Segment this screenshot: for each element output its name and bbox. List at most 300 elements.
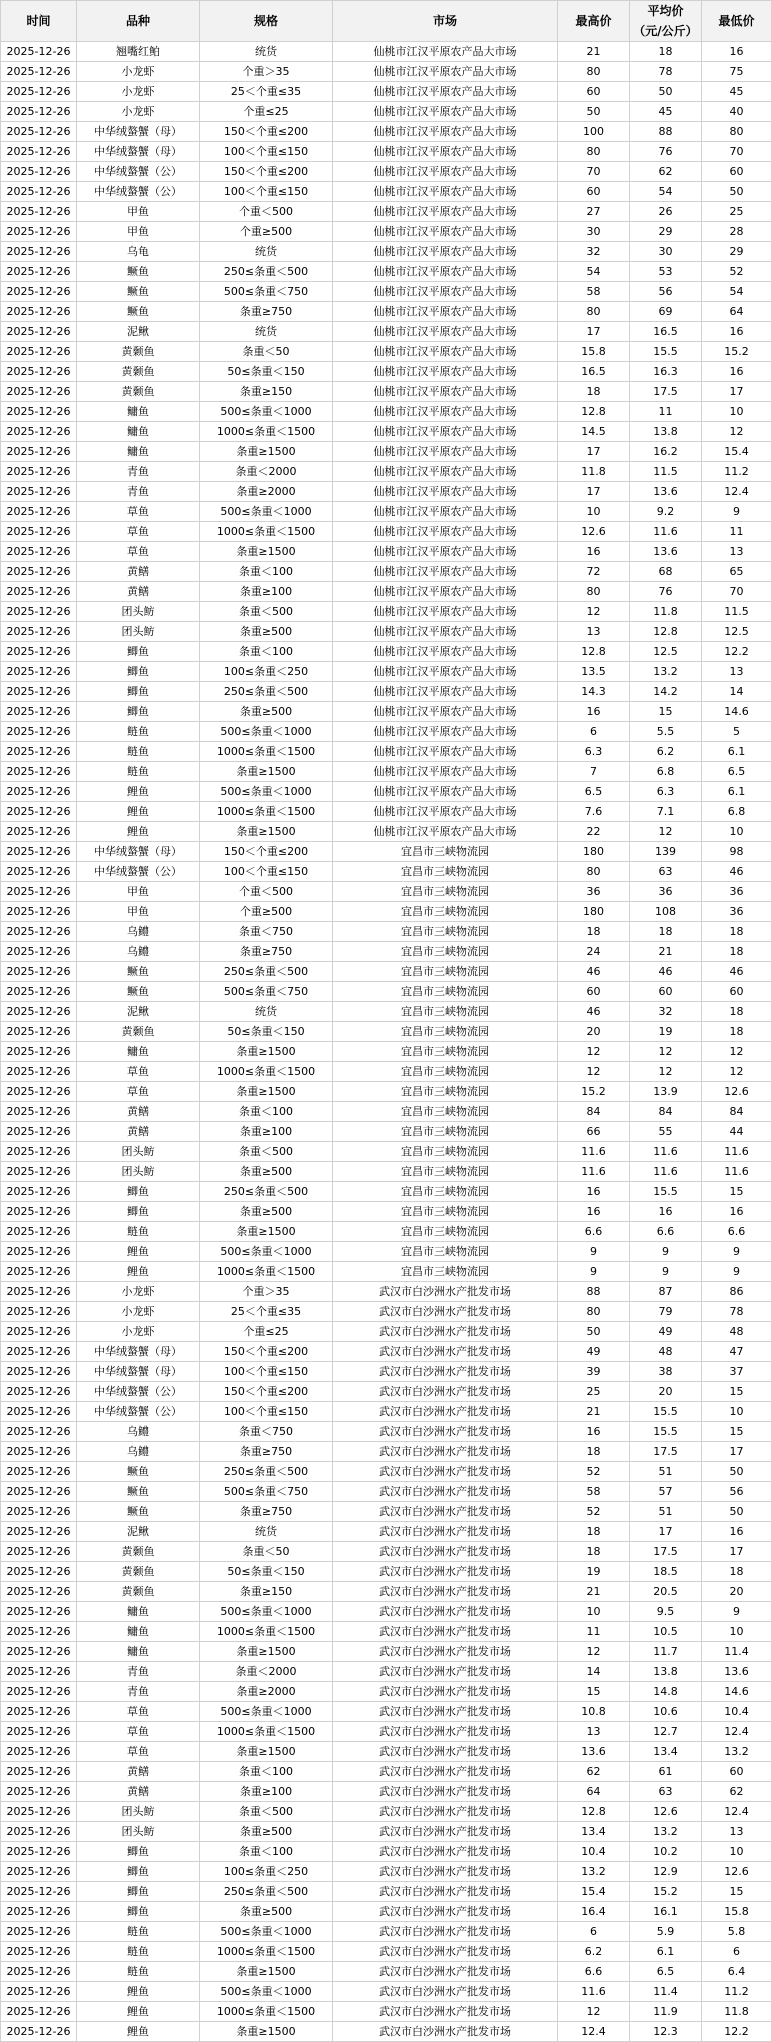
cell-date: 2025-12-26 (1, 942, 77, 962)
cell-market: 武汉市白沙洲水产批发市场 (333, 1922, 558, 1942)
cell-market: 武汉市白沙洲水产批发市场 (333, 1302, 558, 1322)
cell-high: 21 (558, 1402, 630, 1422)
cell-high: 24 (558, 942, 630, 962)
cell-high: 80 (558, 142, 630, 162)
cell-variety: 鲫鱼 (77, 1182, 200, 1202)
cell-high: 9 (558, 1242, 630, 1262)
cell-spec: 条重＜100 (200, 642, 333, 662)
cell-spec: 条重≥500 (200, 1902, 333, 1922)
cell-avg: 78 (630, 62, 702, 82)
cell-spec: 100＜个重≤150 (200, 142, 333, 162)
cell-date: 2025-12-26 (1, 882, 77, 902)
table-row (1, 662, 771, 682)
cell-date: 2025-12-26 (1, 2002, 77, 2022)
cell-market: 宜昌市三峡物流园 (333, 1262, 558, 1282)
cell-spec: 150＜个重≤200 (200, 842, 333, 862)
cell-market: 仙桃市江汉平原农产品大市场 (333, 642, 558, 662)
cell-variety: 鲢鱼 (77, 1962, 200, 1982)
cell-market: 武汉市白沙洲水产批发市场 (333, 1862, 558, 1882)
cell-high: 180 (558, 902, 630, 922)
cell-low: 12.4 (702, 482, 771, 502)
cell-spec: 条重≥100 (200, 582, 333, 602)
cell-market: 武汉市白沙洲水产批发市场 (333, 1682, 558, 1702)
cell-market: 武汉市白沙洲水产批发市场 (333, 1482, 558, 1502)
cell-market: 仙桃市江汉平原农产品大市场 (333, 682, 558, 702)
cell-variety: 小龙虾 (77, 1282, 200, 1302)
cell-spec: 条重≥1500 (200, 542, 333, 562)
cell-variety: 草鱼 (77, 1082, 200, 1102)
cell-low: 18 (702, 1562, 771, 1582)
cell-high: 18 (558, 382, 630, 402)
cell-variety: 小龙虾 (77, 82, 200, 102)
cell-avg: 108 (630, 902, 702, 922)
cell-variety: 小龙虾 (77, 102, 200, 122)
cell-avg: 63 (630, 1782, 702, 1802)
cell-variety: 黄颡鱼 (77, 1542, 200, 1562)
cell-high: 17 (558, 442, 630, 462)
table-row (1, 302, 771, 322)
cell-variety: 鳜鱼 (77, 302, 200, 322)
cell-low: 11.2 (702, 1982, 771, 2002)
cell-avg: 13.2 (630, 1822, 702, 1842)
cell-market: 仙桃市江汉平原农产品大市场 (333, 502, 558, 522)
cell-variety: 黄鳝 (77, 582, 200, 602)
cell-market: 宜昌市三峡物流园 (333, 1002, 558, 1022)
cell-avg: 6.8 (630, 762, 702, 782)
cell-high: 18 (558, 922, 630, 942)
header-low: 最低价 (702, 1, 771, 42)
cell-avg: 53 (630, 262, 702, 282)
cell-spec: 条重＜100 (200, 1102, 333, 1122)
cell-low: 6 (702, 1942, 771, 1962)
cell-avg: 13.8 (630, 1662, 702, 1682)
cell-avg: 9 (630, 1242, 702, 1262)
cell-date: 2025-12-26 (1, 2022, 77, 2042)
cell-low: 5.8 (702, 1922, 771, 1942)
cell-high: 12 (558, 1042, 630, 1062)
header-market: 市场 (333, 1, 558, 42)
cell-avg: 17.5 (630, 1542, 702, 1562)
cell-high: 6.5 (558, 782, 630, 802)
cell-avg: 17.5 (630, 1442, 702, 1462)
cell-variety: 中华绒螯蟹（母） (77, 122, 200, 142)
cell-low: 12.6 (702, 1082, 771, 1102)
cell-date: 2025-12-26 (1, 1082, 77, 1102)
cell-low: 10 (702, 1402, 771, 1422)
cell-avg: 18 (630, 922, 702, 942)
table-row (1, 1882, 771, 1902)
cell-low: 98 (702, 842, 771, 862)
cell-spec: 500≤条重＜1000 (200, 402, 333, 422)
cell-variety: 鳜鱼 (77, 982, 200, 1002)
cell-market: 宜昌市三峡物流园 (333, 842, 558, 862)
cell-date: 2025-12-26 (1, 502, 77, 522)
cell-variety: 鳙鱼 (77, 1042, 200, 1062)
table-row (1, 862, 771, 882)
cell-variety: 鲢鱼 (77, 1922, 200, 1942)
cell-low: 15.2 (702, 342, 771, 362)
cell-date: 2025-12-26 (1, 1442, 77, 1462)
cell-high: 13.4 (558, 1822, 630, 1842)
cell-market: 武汉市白沙洲水产批发市场 (333, 1802, 558, 1822)
cell-high: 60 (558, 982, 630, 1002)
table-row (1, 982, 771, 1002)
cell-market: 宜昌市三峡物流园 (333, 1042, 558, 1062)
cell-low: 6.6 (702, 1222, 771, 1242)
cell-variety: 青鱼 (77, 1682, 200, 1702)
cell-avg: 76 (630, 582, 702, 602)
cell-date: 2025-12-26 (1, 602, 77, 622)
cell-spec: 条重≥500 (200, 702, 333, 722)
table-row (1, 1702, 771, 1722)
cell-high: 15 (558, 1682, 630, 1702)
cell-spec: 条重＜100 (200, 1842, 333, 1862)
cell-low: 45 (702, 82, 771, 102)
cell-avg: 20 (630, 1382, 702, 1402)
cell-low: 17 (702, 1542, 771, 1562)
cell-market: 仙桃市江汉平原农产品大市场 (333, 742, 558, 762)
table-row (1, 322, 771, 342)
cell-spec: 500≤条重＜1000 (200, 1242, 333, 1262)
table-row (1, 942, 771, 962)
cell-market: 武汉市白沙洲水产批发市场 (333, 1642, 558, 1662)
cell-variety: 乌鳢 (77, 1422, 200, 1442)
cell-market: 武汉市白沙洲水产批发市场 (333, 1362, 558, 1382)
cell-date: 2025-12-26 (1, 222, 77, 242)
table-row (1, 1922, 771, 1942)
cell-high: 12.8 (558, 642, 630, 662)
cell-high: 16 (558, 702, 630, 722)
cell-variety: 鳙鱼 (77, 442, 200, 462)
cell-market: 武汉市白沙洲水产批发市场 (333, 1322, 558, 1342)
cell-market: 武汉市白沙洲水产批发市场 (333, 1882, 558, 1902)
cell-variety: 团头鲂 (77, 1142, 200, 1162)
cell-spec: 500≤条重＜1000 (200, 1922, 333, 1942)
cell-high: 46 (558, 962, 630, 982)
cell-variety: 团头鲂 (77, 1802, 200, 1822)
cell-date: 2025-12-26 (1, 1842, 77, 1862)
header-high: 最高价 (558, 1, 630, 42)
cell-date: 2025-12-26 (1, 1022, 77, 1042)
header-variety: 品种 (77, 1, 200, 42)
cell-spec: 条重≥100 (200, 1122, 333, 1142)
cell-high: 10 (558, 1602, 630, 1622)
cell-high: 12 (558, 602, 630, 622)
cell-variety: 青鱼 (77, 1662, 200, 1682)
cell-avg: 14.8 (630, 1682, 702, 1702)
cell-low: 14 (702, 682, 771, 702)
cell-high: 80 (558, 582, 630, 602)
cell-high: 17 (558, 482, 630, 502)
cell-variety: 草鱼 (77, 1742, 200, 1762)
cell-spec: 条重＜750 (200, 1422, 333, 1442)
cell-high: 88 (558, 1282, 630, 1302)
cell-market: 宜昌市三峡物流园 (333, 982, 558, 1002)
cell-spec: 条重≥150 (200, 1582, 333, 1602)
table-row (1, 742, 771, 762)
cell-date: 2025-12-26 (1, 1702, 77, 1722)
cell-spec: 1000≤条重＜1500 (200, 2002, 333, 2022)
cell-variety: 乌鳢 (77, 922, 200, 942)
cell-variety: 鲤鱼 (77, 1242, 200, 1262)
cell-date: 2025-12-26 (1, 1762, 77, 1782)
cell-high: 12 (558, 1642, 630, 1662)
cell-variety: 鲢鱼 (77, 722, 200, 742)
cell-low: 9 (702, 502, 771, 522)
cell-low: 86 (702, 1282, 771, 1302)
cell-low: 15 (702, 1882, 771, 1902)
cell-avg: 15.2 (630, 1882, 702, 1902)
cell-avg: 11.8 (630, 602, 702, 622)
cell-variety: 鲤鱼 (77, 822, 200, 842)
header-date: 时间 (1, 1, 77, 42)
cell-variety: 鲢鱼 (77, 1942, 200, 1962)
cell-spec: 条重≥1500 (200, 1222, 333, 1242)
cell-market: 武汉市白沙洲水产批发市场 (333, 1962, 558, 1982)
cell-date: 2025-12-26 (1, 82, 77, 102)
cell-spec: 250≤条重＜500 (200, 1882, 333, 1902)
cell-spec: 1000≤条重＜1500 (200, 1942, 333, 1962)
cell-market: 仙桃市江汉平原农产品大市场 (333, 262, 558, 282)
cell-avg: 17 (630, 1522, 702, 1542)
cell-market: 宜昌市三峡物流园 (333, 1202, 558, 1222)
cell-date: 2025-12-26 (1, 1902, 77, 1922)
cell-low: 13 (702, 1822, 771, 1842)
table-row (1, 1122, 771, 1142)
cell-market: 仙桃市江汉平原农产品大市场 (333, 442, 558, 462)
cell-spec: 150＜个重≤200 (200, 122, 333, 142)
cell-avg: 12 (630, 822, 702, 842)
cell-variety: 中华绒螯蟹（公） (77, 862, 200, 882)
cell-variety: 鳙鱼 (77, 422, 200, 442)
cell-date: 2025-12-26 (1, 122, 77, 142)
cell-spec: 条重＜750 (200, 922, 333, 942)
cell-spec: 500≤条重＜750 (200, 282, 333, 302)
table-row (1, 1682, 771, 1702)
cell-date: 2025-12-26 (1, 1382, 77, 1402)
cell-spec: 统货 (200, 322, 333, 342)
cell-variety: 黄鳝 (77, 1782, 200, 1802)
cell-low: 17 (702, 382, 771, 402)
table-row (1, 542, 771, 562)
cell-low: 17 (702, 1442, 771, 1462)
cell-low: 18 (702, 1002, 771, 1022)
cell-date: 2025-12-26 (1, 442, 77, 462)
cell-avg: 15.5 (630, 1182, 702, 1202)
cell-avg: 9.5 (630, 1602, 702, 1622)
cell-low: 15 (702, 1422, 771, 1442)
table-row (1, 1022, 771, 1042)
cell-date: 2025-12-26 (1, 542, 77, 562)
cell-avg: 13.4 (630, 1742, 702, 1762)
cell-high: 14.3 (558, 682, 630, 702)
cell-avg: 11 (630, 402, 702, 422)
cell-date: 2025-12-26 (1, 402, 77, 422)
cell-date: 2025-12-26 (1, 1882, 77, 1902)
cell-date: 2025-12-26 (1, 1302, 77, 1322)
cell-spec: 条重≥1500 (200, 1742, 333, 1762)
cell-low: 12.2 (702, 2022, 771, 2042)
cell-market: 武汉市白沙洲水产批发市场 (333, 1342, 558, 1362)
table-row (1, 442, 771, 462)
cell-date: 2025-12-26 (1, 1162, 77, 1182)
table-row (1, 802, 771, 822)
cell-high: 36 (558, 882, 630, 902)
cell-date: 2025-12-26 (1, 42, 77, 62)
cell-low: 15.4 (702, 442, 771, 462)
cell-spec: 条重＜500 (200, 1802, 333, 1822)
cell-low: 13.6 (702, 1662, 771, 1682)
cell-high: 11.6 (558, 1162, 630, 1182)
cell-market: 仙桃市江汉平原农产品大市场 (333, 182, 558, 202)
cell-date: 2025-12-26 (1, 822, 77, 842)
cell-avg: 9 (630, 1262, 702, 1282)
cell-low: 70 (702, 582, 771, 602)
cell-market: 宜昌市三峡物流园 (333, 1222, 558, 1242)
cell-date: 2025-12-26 (1, 842, 77, 862)
cell-spec: 条重＜100 (200, 1762, 333, 1782)
cell-spec: 50≤条重＜150 (200, 362, 333, 382)
table-row (1, 1902, 771, 1922)
cell-avg: 63 (630, 862, 702, 882)
cell-low: 12.4 (702, 1802, 771, 1822)
cell-spec: 条重≥1500 (200, 1082, 333, 1102)
cell-date: 2025-12-26 (1, 1462, 77, 1482)
cell-spec: 500≤条重＜1000 (200, 1702, 333, 1722)
table-row (1, 1402, 771, 1422)
cell-high: 80 (558, 1302, 630, 1322)
cell-avg: 50 (630, 82, 702, 102)
cell-spec: 500≤条重＜1000 (200, 722, 333, 742)
cell-low: 46 (702, 962, 771, 982)
cell-avg: 6.5 (630, 1962, 702, 1982)
cell-avg: 16.2 (630, 442, 702, 462)
cell-high: 80 (558, 862, 630, 882)
cell-high: 11.8 (558, 462, 630, 482)
cell-variety: 团头鲂 (77, 1162, 200, 1182)
cell-market: 仙桃市江汉平原农产品大市场 (333, 322, 558, 342)
cell-avg: 9.2 (630, 502, 702, 522)
cell-date: 2025-12-26 (1, 1182, 77, 1202)
cell-variety: 小龙虾 (77, 1322, 200, 1342)
cell-low: 54 (702, 282, 771, 302)
cell-low: 6.8 (702, 802, 771, 822)
cell-variety: 乌鳢 (77, 1442, 200, 1462)
cell-spec: 条重≥1500 (200, 1042, 333, 1062)
cell-spec: 条重≥500 (200, 1162, 333, 1182)
cell-avg: 10.5 (630, 1622, 702, 1642)
cell-date: 2025-12-26 (1, 1422, 77, 1442)
cell-market: 武汉市白沙洲水产批发市场 (333, 1722, 558, 1742)
cell-date: 2025-12-26 (1, 1862, 77, 1882)
cell-variety: 鲫鱼 (77, 1882, 200, 1902)
cell-variety: 鲤鱼 (77, 782, 200, 802)
cell-low: 16 (702, 362, 771, 382)
cell-variety: 泥鳅 (77, 1002, 200, 1022)
table-header (1, 1, 771, 42)
cell-high: 11.6 (558, 1142, 630, 1162)
cell-low: 28 (702, 222, 771, 242)
cell-low: 15.8 (702, 1902, 771, 1922)
cell-spec: 250≤条重＜500 (200, 1182, 333, 1202)
cell-date: 2025-12-26 (1, 1142, 77, 1162)
cell-variety: 鳙鱼 (77, 1602, 200, 1622)
cell-spec: 个重≥500 (200, 222, 333, 242)
table-row (1, 1242, 771, 1262)
cell-variety: 鲫鱼 (77, 1862, 200, 1882)
cell-spec: 条重≥500 (200, 1202, 333, 1222)
cell-high: 58 (558, 1482, 630, 1502)
table-row (1, 462, 771, 482)
cell-date: 2025-12-26 (1, 1622, 77, 1642)
cell-market: 仙桃市江汉平原农产品大市场 (333, 362, 558, 382)
cell-avg: 16.1 (630, 1902, 702, 1922)
cell-high: 21 (558, 42, 630, 62)
cell-market: 仙桃市江汉平原农产品大市场 (333, 802, 558, 822)
table-row (1, 222, 771, 242)
cell-variety: 鲢鱼 (77, 742, 200, 762)
cell-high: 9 (558, 1262, 630, 1282)
cell-low: 56 (702, 1482, 771, 1502)
cell-date: 2025-12-26 (1, 802, 77, 822)
cell-market: 武汉市白沙洲水产批发市场 (333, 1602, 558, 1622)
cell-variety: 泥鳅 (77, 322, 200, 342)
table-row (1, 242, 771, 262)
table-row (1, 1542, 771, 1562)
cell-high: 100 (558, 122, 630, 142)
cell-high: 13 (558, 1722, 630, 1742)
cell-avg: 12 (630, 1042, 702, 1062)
cell-date: 2025-12-26 (1, 762, 77, 782)
cell-avg: 12.6 (630, 1802, 702, 1822)
cell-variety: 甲鱼 (77, 222, 200, 242)
cell-variety: 泥鳅 (77, 1522, 200, 1542)
cell-low: 65 (702, 562, 771, 582)
cell-low: 13.2 (702, 1742, 771, 1762)
cell-date: 2025-12-26 (1, 1962, 77, 1982)
cell-date: 2025-12-26 (1, 102, 77, 122)
cell-market: 宜昌市三峡物流园 (333, 902, 558, 922)
cell-spec: 100＜个重≤150 (200, 182, 333, 202)
cell-date: 2025-12-26 (1, 702, 77, 722)
cell-variety: 鲫鱼 (77, 702, 200, 722)
cell-date: 2025-12-26 (1, 1282, 77, 1302)
cell-high: 16 (558, 542, 630, 562)
cell-avg: 62 (630, 162, 702, 182)
cell-avg: 12.3 (630, 2022, 702, 2042)
cell-market: 仙桃市江汉平原农产品大市场 (333, 822, 558, 842)
cell-avg: 49 (630, 1322, 702, 1342)
table-row (1, 1602, 771, 1622)
cell-date: 2025-12-26 (1, 1522, 77, 1542)
cell-date: 2025-12-26 (1, 1262, 77, 1282)
cell-avg: 88 (630, 122, 702, 142)
cell-market: 仙桃市江汉平原农产品大市场 (333, 162, 558, 182)
table-row (1, 1562, 771, 1582)
cell-high: 10.8 (558, 1702, 630, 1722)
cell-variety: 鳙鱼 (77, 1622, 200, 1642)
cell-high: 11.6 (558, 1982, 630, 2002)
cell-low: 64 (702, 302, 771, 322)
cell-avg: 18.5 (630, 1562, 702, 1582)
cell-date: 2025-12-26 (1, 902, 77, 922)
cell-low: 36 (702, 902, 771, 922)
cell-market: 仙桃市江汉平原农产品大市场 (333, 122, 558, 142)
cell-high: 13 (558, 622, 630, 642)
cell-market: 仙桃市江汉平原农产品大市场 (333, 622, 558, 642)
cell-variety: 草鱼 (77, 1702, 200, 1722)
cell-date: 2025-12-26 (1, 142, 77, 162)
